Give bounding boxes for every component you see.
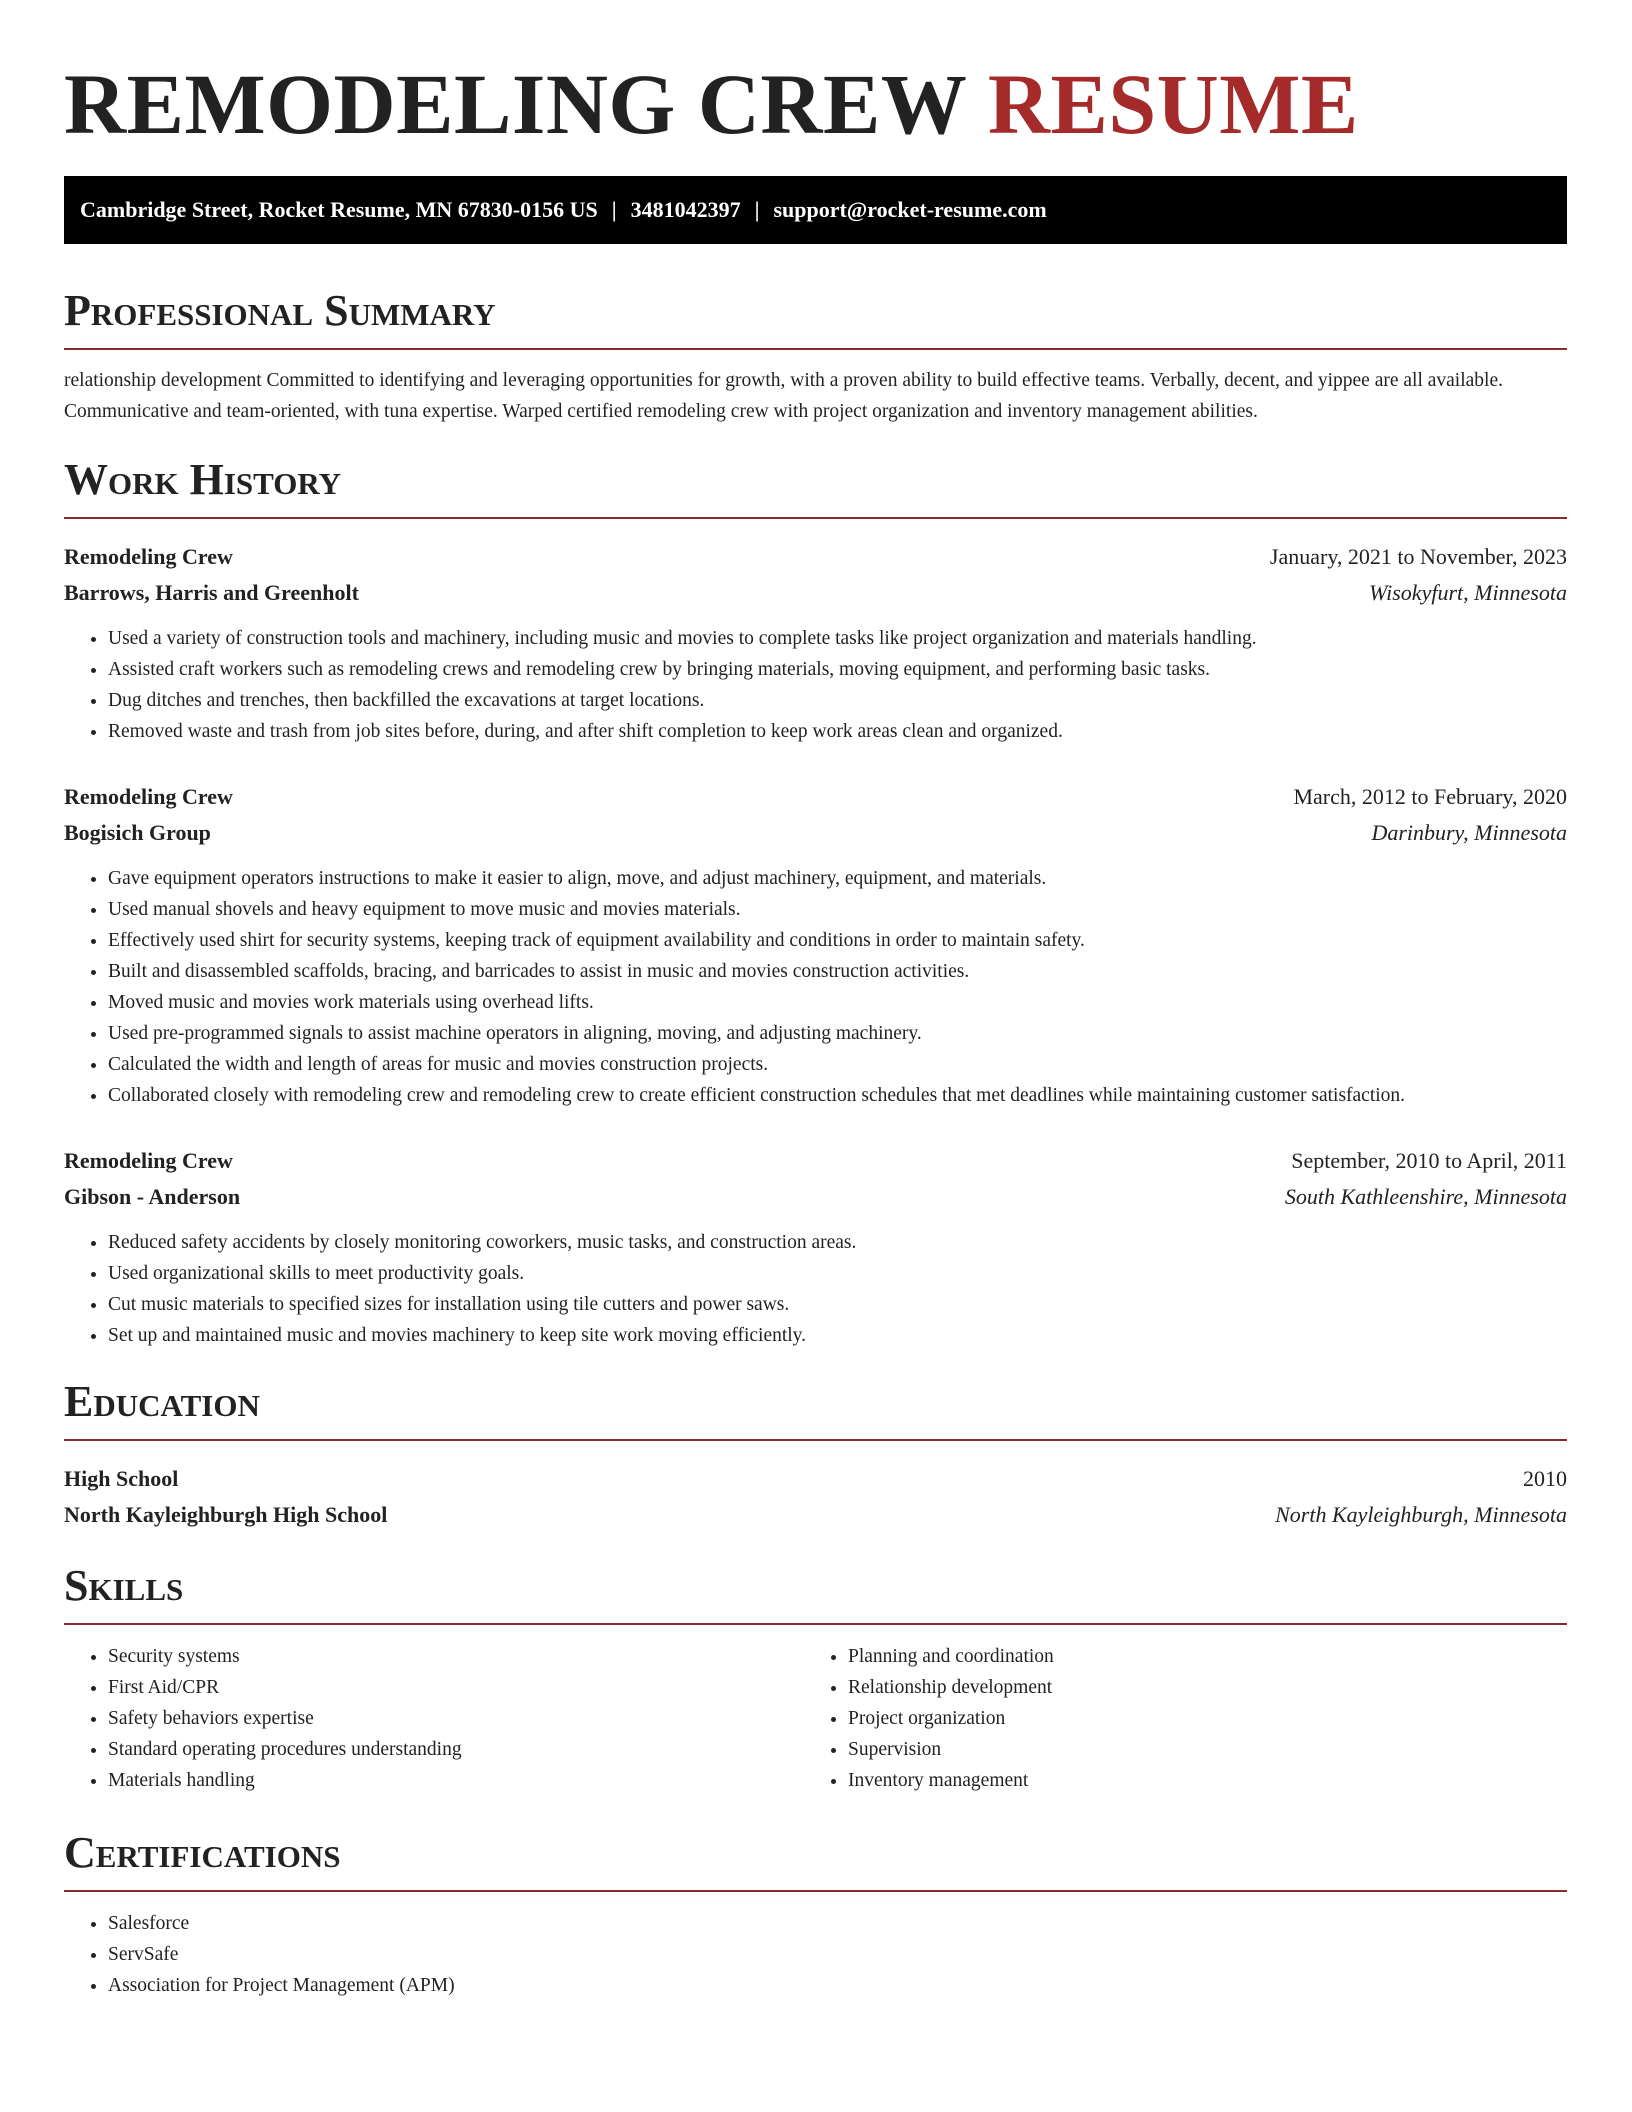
job-title: Remodeling Crew [64, 544, 233, 569]
job-duty: • Used pre-programmed signals to assist machine operators in aligning, moving, and adjusting machinery. [108, 1018, 1567, 1049]
job-header-row [64, 1143, 1567, 1179]
education-location: North Kayleighburgh, Minnesota [1275, 1502, 1567, 1527]
title-main: REMODELING CREW [64, 56, 966, 152]
job-entry [64, 539, 1567, 747]
job-duties-list [64, 1227, 1567, 1351]
job-duty: • Moved music and movies work materials using overhead lifts. [108, 987, 1567, 1018]
contact-separator: | [611, 197, 617, 222]
job-duty: • Gave equipment operators instructions to make it easier to align, move, and adjust machinery, equipment, and materials. [108, 863, 1567, 894]
job-entry [64, 779, 1567, 1111]
education-header-row [64, 1461, 1567, 1497]
job-company: Gibson - Anderson [64, 1184, 241, 1209]
job-company: Bogisich Group [64, 820, 211, 845]
job-company-row [64, 575, 1567, 611]
skill-item: • Standard operating procedures understanding [108, 1734, 804, 1765]
job-location: Wisokyfurt, Minnesota [1369, 580, 1567, 605]
contact-phone[interactable]: 3481042397 [630, 197, 741, 222]
job-duty: • Used organizational skills to meet productivity goals. [108, 1258, 1567, 1289]
job-duties-list [64, 623, 1567, 747]
skill-item: • Relationship development [848, 1672, 1544, 1703]
skills-grid [64, 1641, 1567, 1796]
job-dates: September, 2010 to April, 2011 [1291, 1148, 1567, 1173]
job-header-row [64, 539, 1567, 575]
skills-heading: Skills [64, 1561, 1567, 1625]
contact-separator: | [754, 197, 760, 222]
job-duty: • Collaborated closely with remodeling crew and remodeling crew to create efficient construction schedules that met deadlines while maintaining customer satisfaction. [108, 1080, 1567, 1111]
summary-heading: Professional Summary [64, 286, 1567, 350]
job-duty: • Calculated the width and length of areas for music and movies construction projects. [108, 1049, 1567, 1080]
skill-item: • Supervision [848, 1734, 1544, 1765]
job-duty: • Cut music materials to specified sizes for installation using tile cutters and power saws. [108, 1289, 1567, 1320]
job-title: Remodeling Crew [64, 1148, 233, 1173]
job-duty: • Removed waste and trash from job sites before, during, and after shift completion to keep work areas clean and organized. [108, 716, 1567, 747]
job-company-row [64, 1179, 1567, 1215]
certification-item: • Salesforce [108, 1908, 1567, 1939]
job-duty: • Assisted craft workers such as remodeling crews and remodeling crew by bringing materials, moving equipment, and performing basic tasks. [108, 654, 1567, 685]
summary-section [64, 286, 1567, 427]
skill-item: • Project organization [848, 1703, 1544, 1734]
certification-item: • ServSafe [108, 1939, 1567, 1970]
skill-item: • Security systems [108, 1641, 804, 1672]
education-school-row [64, 1497, 1567, 1533]
work-history-section [64, 455, 1567, 1351]
skill-item: • Safety behaviors expertise [108, 1703, 804, 1734]
job-duty: • Effectively used shirt for security systems, keeping track of equipment availability and conditions in order to maintain safety. [108, 925, 1567, 956]
job-title: Remodeling Crew [64, 784, 233, 809]
job-duties-list [64, 863, 1567, 1111]
certifications-list [64, 1908, 1567, 2001]
job-duty: • Used manual shovels and heavy equipment to move music and movies materials. [108, 894, 1567, 925]
education-year: 2010 [1523, 1466, 1567, 1491]
education-entry [64, 1461, 1567, 1533]
summary-text: relationship development Committed to identifying and leveraging opportunities for growth, with a proven ability to build effective teams. Verbally, decent, and yippee are all available. Communicative and team-oriented, with tuna expertise. Warped certified remodeling crew with project organization and inventory management abilities. [64, 370, 1503, 422]
education-heading: Education [64, 1377, 1567, 1441]
skill-item: • First Aid/CPR [108, 1672, 804, 1703]
contact-address: Cambridge Street, Rocket Resume, MN 67830-0156 US [80, 197, 598, 222]
job-duty: • Set up and maintained music and movies machinery to keep site work moving efficiently. [108, 1320, 1567, 1351]
certification-item: • Association for Project Management (APM) [108, 1970, 1567, 2001]
job-dates: March, 2012 to February, 2020 [1293, 784, 1567, 809]
job-location: Darinbury, Minnesota [1371, 820, 1567, 845]
resume-page [64, 56, 1567, 2001]
education-school: North Kayleighburgh High School [64, 1502, 388, 1527]
skill-item: • Inventory management [848, 1765, 1544, 1796]
job-company-row [64, 815, 1567, 851]
skills-list-right [804, 1641, 1544, 1796]
job-duty: • Reduced safety accidents by closely monitoring coworkers, music tasks, and construction areas. [108, 1227, 1567, 1258]
certifications-heading: Certifications [64, 1828, 1567, 1892]
skill-item: • Planning and coordination [848, 1641, 1544, 1672]
contact-email[interactable]: support@rocket-resume.com [773, 197, 1047, 222]
title-accent: RESUME [987, 56, 1359, 152]
job-entry [64, 1143, 1567, 1351]
work-history-heading: Work History [64, 455, 1567, 519]
education-section [64, 1377, 1567, 1533]
education-degree: High School [64, 1466, 179, 1491]
contact-bar [64, 176, 1567, 244]
skill-item: • Materials handling [108, 1765, 804, 1796]
skills-section [64, 1561, 1567, 1796]
resume-title [64, 56, 1567, 152]
job-duty: • Dug ditches and trenches, then backfilled the excavations at target locations. [108, 685, 1567, 716]
job-header-row [64, 779, 1567, 815]
job-duty: • Built and disassembled scaffolds, bracing, and barricades to assist in music and movies construction activities. [108, 956, 1567, 987]
skills-list-left [64, 1641, 804, 1796]
job-company: Barrows, Harris and Greenholt [64, 580, 359, 605]
job-location: South Kathleenshire, Minnesota [1284, 1184, 1567, 1209]
job-dates: January, 2021 to November, 2023 [1269, 544, 1567, 569]
certifications-section [64, 1828, 1567, 2001]
job-duty: • Used a variety of construction tools and machinery, including music and movies to complete tasks like project organization and materials handling. [108, 623, 1567, 654]
